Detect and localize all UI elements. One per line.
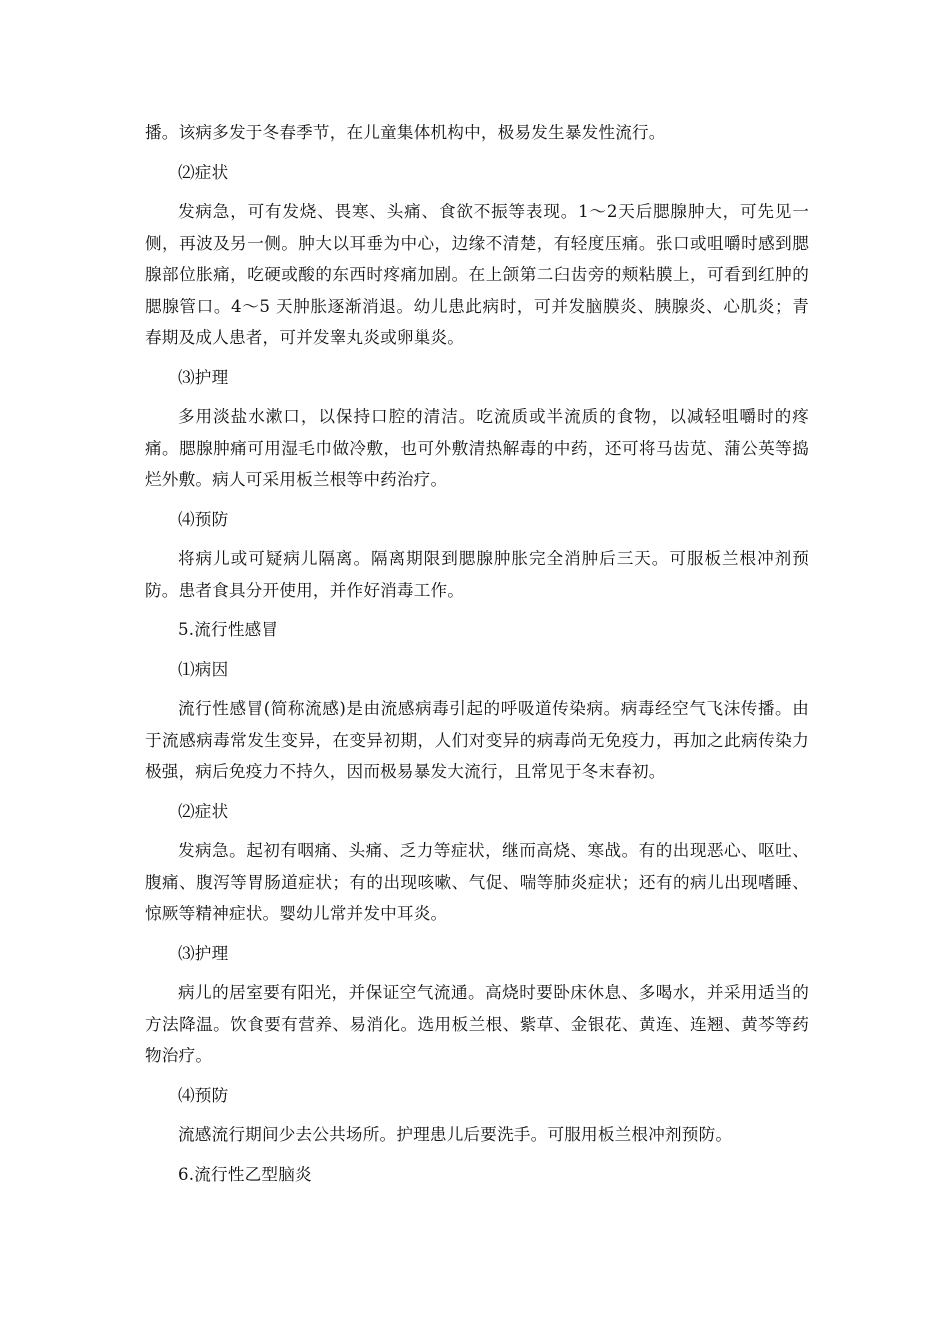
paragraph-continuation: 播。该病多发于冬春季节，在儿童集体机构中，极易发生暴发性流行。 [145, 123, 666, 142]
subheading-cause: ⑴病因 [178, 659, 229, 679]
subheading-care: ⑶护理 [178, 943, 229, 963]
paragraph-influenza-care: 病儿的居室要有阳光，并保证空气流通。高烧时要卧床休息、多喝水，并采用适当的方法降温。饮食要有营养、易消化。选用板兰根、紫草、金银花、黄连、连翘、黄芩等药物治疗。 [145, 983, 809, 1065]
paragraph-mumps-care: 多用淡盐水漱口，以保持口腔的清洁。吃流质或半流质的食物，以减轻咀嚼时的疼痛。腮腺肿痛可用湿毛巾做冷敷，也可外敷清热解毒的中药，还可将马齿苋、蒲公英等捣烂外敷。病人可采用板兰根等中药治疗。 [145, 407, 809, 489]
subheading-care: ⑶护理 [178, 367, 229, 387]
subheading-symptoms: ⑵症状 [178, 162, 229, 182]
section-heading-influenza: 5.流行性感冒 [178, 620, 279, 639]
subheading-prevention: ⑷预防 [178, 509, 229, 529]
paragraph-mumps-symptoms: 发病急，可有发烧、畏寒、头痛、食欲不振等表现。1～2天后腮腺肿大，可先见一侧，再波及另一侧。肿大以耳垂为中心，边缘不清楚，有轻度压痛。张口或咀嚼时感到腮腺部位胀痛，吃硬或酸的东西时疼痛加剧。在上颌第二臼齿旁的颊粘膜上，可看到红肿的腮腺管口。4～5 天肿胀逐渐消退。幼儿患此病时，可并发脑膜炎、胰腺炎、心肌炎；青春期及成人患者，可并发睾丸炎或卵巢炎。 [145, 202, 809, 347]
section-heading-encephalitis: 6.流行性乙型脑炎 [178, 1164, 312, 1184]
subheading-symptoms: ⑵症状 [178, 801, 229, 821]
paragraph-influenza-cause: 流行性感冒(简称流感)是由流感病毒引起的呼吸道传染病。病毒经空气飞沫传播。由于流感病毒常发生变异，在变异初期，人们对变异的病毒尚无免疫力，再加之此病传染力极强，病后免疫力不持久，因而极易暴发大流行，且常见于冬末春初。 [145, 699, 809, 781]
document-body [145, 117, 809, 1198]
paragraph-influenza-prevention: 流感流行期间少去公共场所。护理患儿后要洗手。可服用板兰根冲剂预防。 [178, 1125, 733, 1144]
paragraph-mumps-prevention: 将病儿或可疑病儿隔离。隔离期限到腮腺肿胀完全消肿后三天。可服板兰根冲剂预防。患者食具分开使用，并作好消毒工作。 [145, 549, 809, 600]
subheading-prevention: ⑷预防 [178, 1085, 229, 1105]
paragraph-influenza-symptoms: 发病急。起初有咽痛、头痛、乏力等症状，继而高烧、寒战。有的出现恶心、呕吐、腹痛、腹泻等胃肠道症状；有的出现咳嗽、气促、喘等肺炎症状；还有的病儿出现嗜睡、惊厥等精神症状。婴幼儿常并发中耳炎。 [145, 841, 809, 923]
